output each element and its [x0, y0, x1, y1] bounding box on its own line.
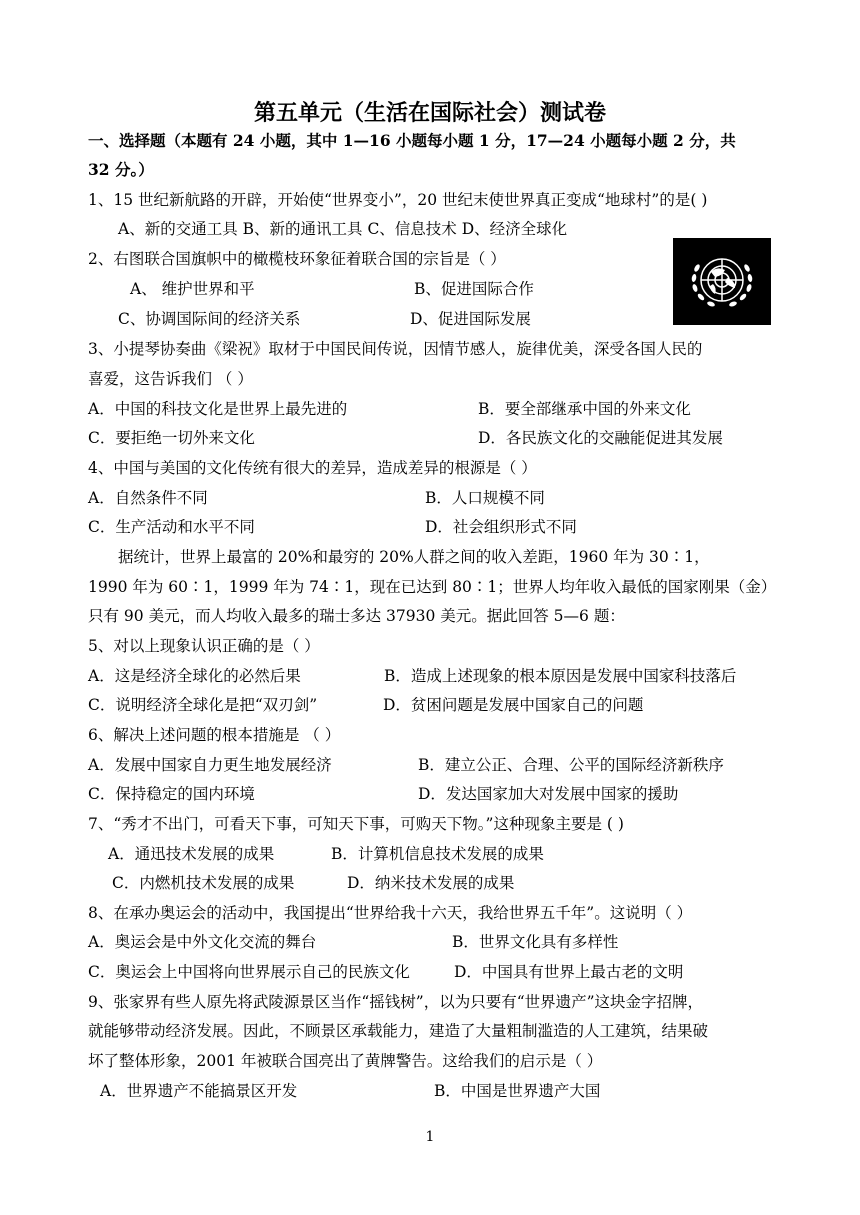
q7-option-c: C．内燃机技术发展的成果 — [112, 874, 295, 892]
q2-option-d: D、促进国际发展 — [410, 310, 531, 328]
q3-option-b: B．要全部继承中国的外来文化 — [478, 400, 691, 418]
q3-stem: 3、小提琴协奏曲《梁祝》取材于中国民间传说，因情节感人，旋律优美，深受各国人民的 — [88, 340, 703, 358]
q5-stem: 5、对以上现象认识正确的是（ ） — [88, 637, 320, 655]
q2-option-c: C、协调国际间的经济关系 — [118, 310, 301, 328]
q1-stem: 1、15 世纪新航路的开辟，开始使“世界变小”，20 世纪末使世界真正变成“地球村”的是( ) — [88, 191, 708, 209]
q3-stem-cont: 喜爱，这告诉我们 （ ） — [88, 370, 253, 388]
q4-option-a: A．自然条件不同 — [88, 489, 208, 507]
q7-option-a: A．通迅技术发展的成果 — [108, 845, 275, 863]
q3-option-c: C．要拒绝一切外来文化 — [88, 429, 255, 447]
q4-option-d: D．社会组织形式不同 — [425, 518, 577, 536]
q7-stem: 7、“秀才不出门，可看天下事，可知天下事，可购天下物。”这种现象主要是 ( ) — [88, 815, 624, 833]
section-heading: 一、选择题（本题有 24 小题，其中 1—16 小题每小题 1 分，17—24 小题每小题 2 分，共 — [88, 131, 736, 150]
un-emblem-image — [673, 238, 771, 325]
page-number: 1 — [425, 1129, 435, 1145]
q6-stem: 6、解决上述问题的根本措施是 （ ） — [88, 726, 341, 744]
q5-option-c: C．说明经济全球化是把“双刃剑” — [88, 696, 318, 714]
q8-option-d: D．中国具有世界上最古老的文明 — [454, 963, 684, 981]
q6-option-a: A．发展中国家自力更生地发展经济 — [88, 756, 332, 774]
q6-option-b: B．建立公正、合理、公平的国际经济新秩序 — [418, 756, 724, 774]
q4-option-c: C．生产活动和水平不同 — [88, 518, 255, 536]
q5-option-b: B．造成上述现象的根本原因是发展中国家科技落后 — [384, 667, 737, 685]
q8-stem: 8、在承办奥运会的活动中，我国提出“世界给我十六天，我给世界五千年”。这说明（ ） — [88, 904, 693, 922]
q9-stem-line-2: 就能够带动经济发展。因此，不顾景区承载能力，建造了大量粗制滥造的人工建筑，结果破 — [88, 1022, 709, 1040]
q3-option-a: A．中国的科技文化是世界上最先进的 — [88, 400, 348, 418]
q8-option-a: A．奥运会是中外文化交流的舞台 — [88, 933, 317, 951]
q7-option-b: B．计算机信息技术发展的成果 — [331, 845, 544, 863]
q4-stem: 4、中国与美国的文化传统有很大的差异，造成差异的根源是（ ） — [88, 459, 537, 477]
q9-option-b: B．中国是世界遗产大国 — [434, 1082, 601, 1100]
q6-option-c: C．保持稳定的国内环境 — [88, 785, 255, 803]
q9-option-a: A．世界遗产不能搞景区开发 — [100, 1082, 298, 1100]
q4-option-b: B．人口规模不同 — [425, 489, 545, 507]
q9-stem-line-3: 坏了整体形象，2001 年被联合国亮出了黄牌警告。这给我们的启示是（ ） — [88, 1052, 603, 1070]
q8-option-c: C．奥运会上中国将向世界展示自己的民族文化 — [88, 963, 410, 981]
q1-options: A、新的交通工具 B、新的通讯工具 C、信息技术 D、经济全球化 — [118, 220, 568, 238]
q7-option-d: D．纳米技术发展的成果 — [347, 874, 515, 892]
page-title: 第五单元（生活在国际社会）测试卷 — [253, 101, 606, 126]
q9-stem: 9、张家界有些人原先将武陵源景区当作“摇钱树”，以为只要有“世界遗产”这块金字招牌， — [88, 993, 704, 1011]
q5-option-a: A．这是经济全球化的必然后果 — [88, 667, 301, 685]
q2-option-b: B、促进国际合作 — [414, 280, 534, 298]
q5-option-d: D．贫困问题是发展中国家自己的问题 — [383, 696, 644, 714]
q8-option-b: B．世界文化具有多样性 — [452, 933, 619, 951]
q2-stem: 2、右图联合国旗帜中的橄榄枝环象征着联合国的宗旨是（ ） — [88, 250, 506, 268]
un-emblem-icon — [673, 238, 771, 325]
q3-option-d: D．各民族文化的交融能促进其发展 — [478, 429, 723, 447]
q6-option-d: D．发达国家加大对发展中国家的援助 — [418, 785, 679, 803]
passage-line-2: 1990 年为 60∶1，1999 年为 74∶1，现在已达到 80∶1；世界人均年收入最低的国家刚果（金） — [88, 578, 777, 596]
passage-line-1: 据统计，世界上最富的 20%和最穷的 20%人群之间的收入差距，1960 年为 30∶1， — [118, 548, 710, 566]
section-heading-cont: 32 分。） — [88, 160, 154, 179]
passage-line-3: 只有 90 美元，而人均收入最多的瑞士多达 37930 美元。据此回答 5—6 题： — [88, 607, 625, 625]
q2-option-a: A、 维护世界和平 — [130, 280, 255, 298]
